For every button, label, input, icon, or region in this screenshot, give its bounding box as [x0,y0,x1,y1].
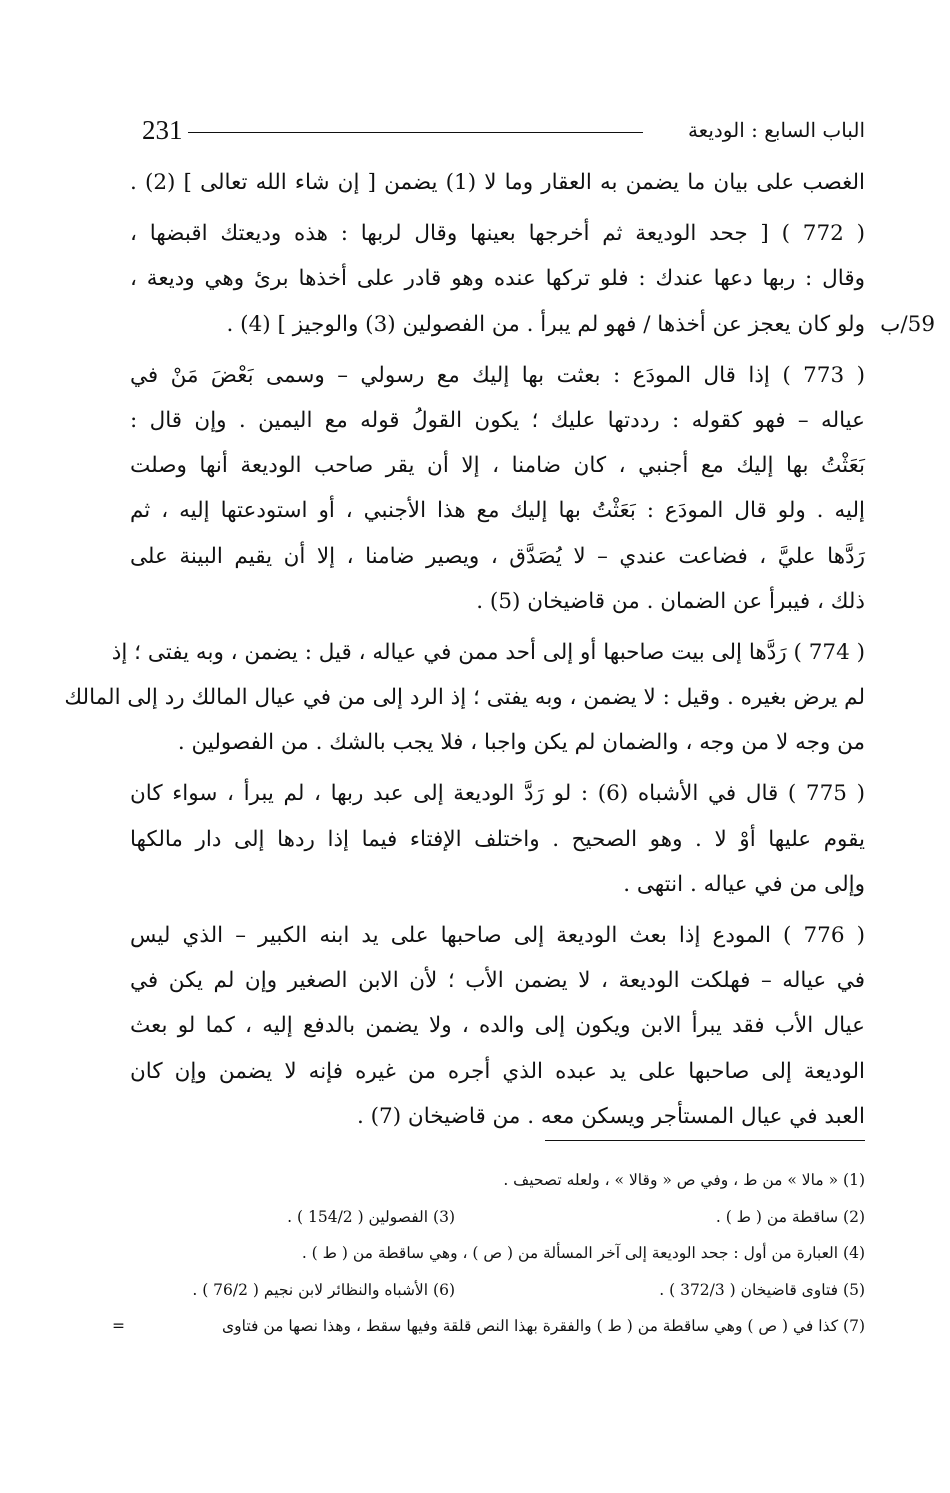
body-text [64,160,935,1139]
footnote-row [130,1272,865,1309]
page-header [130,112,865,148]
text-line: الغصب على بيان ما يضمن به العقار وما لا (1) يضمن [ إن شاء الله تعالى ] (2) . [130,170,865,195]
header-rule [188,132,643,133]
page-number: 231 [142,115,183,145]
text-line: يقوم عليها أوْ لا . وهو الصحيح . واختلف الإفتاء فيما إذا ردها إلى دار مالكها [130,826,865,852]
footnotes [112,1162,865,1345]
text-line: إليه . ولو قال المودَع : بَعَثْتُ بها إليك مع هذا الأجنبي ، أو استودعتها إليه ، ثم [130,498,865,524]
continuation-mark: = [112,1317,125,1335]
text-line: العبد في عيال المستأجر ويسكن معه . من قاضيخان (7) . [356,1103,865,1129]
text-line: ( 773 ) إذا قال المودَع : بعثت بها إليك مع رسولي – وسمى بَعْضَ مَنْ في [130,362,865,388]
text-line: الوديعة إلى صاحبها على يد عبده الذي أجره من غيره فإنه لا يضمن وإن كان [130,1058,865,1084]
footnote-7-row [112,1308,865,1345]
manuscript-folio-note: 59/ب [880,311,935,337]
chapter-title: الباب السابع : الوديعة [687,118,865,142]
text-line: عياله – فهو كقوله : رددتها عليك ؛ يكون القولُ قوله مع اليمين . وإن قال : [130,407,865,433]
footnote-6: (6) الأشباه والنظائر لابن نجيم ( 76/2 ) . [192,1280,455,1299]
text-line: ( 774 ) رَدَّها إلى بيت صاحبها أو إلى أحد ممن في عياله ، قيل : يضمن ، وبه يفتى ؛ إذ [111,639,865,665]
footnote-5: (5) فتاوى قاضيخان ( 372/3 ) . [659,1280,865,1299]
footnote-7: (7) كذا في ( ص ) وهي ساقطة من ( ط ) والفقرة بهذا النص قلقة وفيها سقط ، وهذا نصها من فتاوى [221,1317,865,1335]
text-line: وإلى من في عياله . انتهى . [623,871,865,897]
text-line: من وجه لا من وجه ، والضمان لم يكن واجبا ، فلا يجب بالشك . من الفصولين . [177,730,865,756]
text-line: ذلك ، فيبرأ عن الضمان . من قاضيخان (5) . [476,588,865,614]
text-line: عيال الأب فقد يبرأ الابن ويكون إلى والده ، ولا يضمن بالدفع إليه ، كما لو بعث [130,1013,865,1039]
footnote-rule [545,1140,865,1141]
text-line: رَدَّها عليَّ ، فضاعت عندي – لا يُصَدَّق ، ويصير ضامنا ، إلا أن يقيم البينة على [130,543,865,569]
text-line: ( 775 ) قال في الأشباه (6) : لو رَدَّ الوديعة إلى عبد ربها ، لم يبرأ ، سواء كان [130,781,865,807]
text-line: ( 772 ) [ جحد الوديعة ثم أخرجها بعينها وقال لربها : هذه وديعتك اقبضها ، [130,221,865,247]
footnote-4: (4) العبارة من أول : جحد الوديعة إلى آخر المسألة من ( ص ) ، وهي ساقطة من ( ط ) . [301,1244,865,1262]
text-line: ( 776 ) المودع إذا بعث الوديعة إلى صاحبها على يد ابنه الكبير – الذي ليس [130,923,865,948]
text-line: لم يرض بغيره . وقيل : لا يضمن ، وبه يفتى ؛ إذ الرد إلى من في عيال المالك رد إلى المالك [64,685,865,711]
text-line: بَعَثْتُ بها إليك مع أجنبي ، كان ضامنا ، إلا أن يقر صاحب الوديعة أنها وصلت [130,453,865,479]
footnote-3: (3) الفصولين ( 154/2 ) . [287,1207,455,1226]
footnote-1: (1) « مالا » من ط ، وفي ص « وقالا » ، ولعله تصحيف . [503,1171,865,1189]
footnote-2: (2) ساقطة من ( ط ) . [715,1207,865,1226]
footnote-row [130,1199,865,1236]
text-line: وقال : ربها دعها عندك : فلو تركها عنده وهو قادر على أخذها برئ وهي وديعة ، [130,266,865,292]
text-line: في عياله – فهلكت الوديعة ، لا يضمن الأب ؛ لأن الابن الصغير وإن لم يكن في [130,968,865,994]
text-line [130,302,935,347]
text-line-content: ولو كان يعجز عن أخذها / فهو لم يبرأ . من الفصولين (3) والوجيز ] (4) . [226,311,865,337]
